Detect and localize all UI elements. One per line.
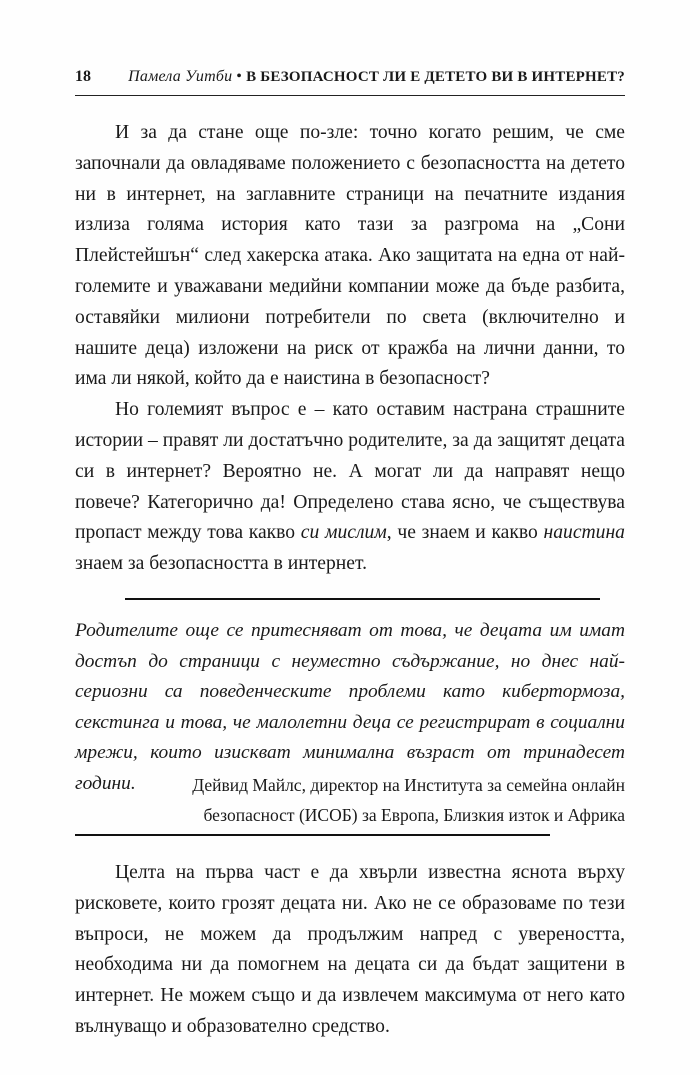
emphasis-2: наистина bbox=[543, 522, 625, 544]
separator-bullet: • bbox=[236, 68, 243, 85]
paragraph-2-part-2: , че знаем и какво bbox=[386, 522, 544, 544]
quote-rule-top bbox=[125, 598, 600, 600]
closing-text bbox=[75, 858, 625, 1043]
book-title: В БЕЗОПАСНОСТ ЛИ Е ДЕТЕТО ВИ В ИНТЕРНЕТ? bbox=[246, 69, 625, 85]
author-name: Памела Уитби bbox=[128, 68, 233, 85]
quote-rule-bottom bbox=[75, 834, 550, 836]
attribution-line-1: Дейвид Майлс, директор на Института за семейна онлайн bbox=[192, 775, 625, 795]
running-header bbox=[75, 68, 625, 86]
running-head bbox=[128, 68, 625, 86]
attribution-line-2: безопасност (ИСОБ) за Европа, Близкия изток и Африка bbox=[203, 805, 625, 825]
paragraph-2-part-3: знаем за безопасността в интернет. bbox=[75, 553, 367, 575]
closing-paragraph: Целта на първа част е да хвърли известна яснота върху рисковете, които грозят децата ни. Ако не се образоваме по тези въпроси, не можем да продължим напред с увереността, необходима ни да помогнем на децата си да бъдат защитени в интернет. Не можем също и да извлечем максимума от него като вълнуващо и образователно средство. bbox=[75, 862, 625, 1037]
paragraph-2 bbox=[75, 395, 625, 580]
main-text bbox=[75, 118, 625, 580]
paragraph-2-part-1: Но големият въпрос е – като оставим настрана страшните истории – правят ли достатъчно родителите, за да защитят децата си в интернет? Вероятно не. А могат ли да направят нещо повече? Категорично да! Определено става ясно, че съществува пропаст между това какво bbox=[75, 399, 625, 544]
quote-attribution bbox=[75, 770, 625, 830]
quote-text: Родителите още се притесняват от това, че децата им имат достъп до страници с неуместно съдържание, но днес най-сериозни са поведенческите проблеми като кибертормоза, секстинга и това, че малолетни деца се регистрират в социални мрежи, които изискват минимална възраст от тринадесет години. bbox=[75, 620, 625, 794]
paragraph-1: И за да стане още по-зле: точно когато решим, че сме започнали да овладяваме положението с безопасността на детето ни в интернет, на заглавните страници на печатните издания излиза голяма история като тази за разгрома на „Сони Плейстейшън“ след хакерска атака. Ако защитата на една от най-големите и уважавани медийни компании може да бъде разбита, оставяйки милиони потребители по света (включително и нашите деца) изложени на риск от кражба на лични данни, то има ли някой, който да е наистина в безопасност? bbox=[75, 122, 625, 390]
page-number: 18 bbox=[75, 68, 91, 85]
emphasis-1: си мислим bbox=[300, 522, 387, 544]
header-divider bbox=[75, 95, 625, 96]
